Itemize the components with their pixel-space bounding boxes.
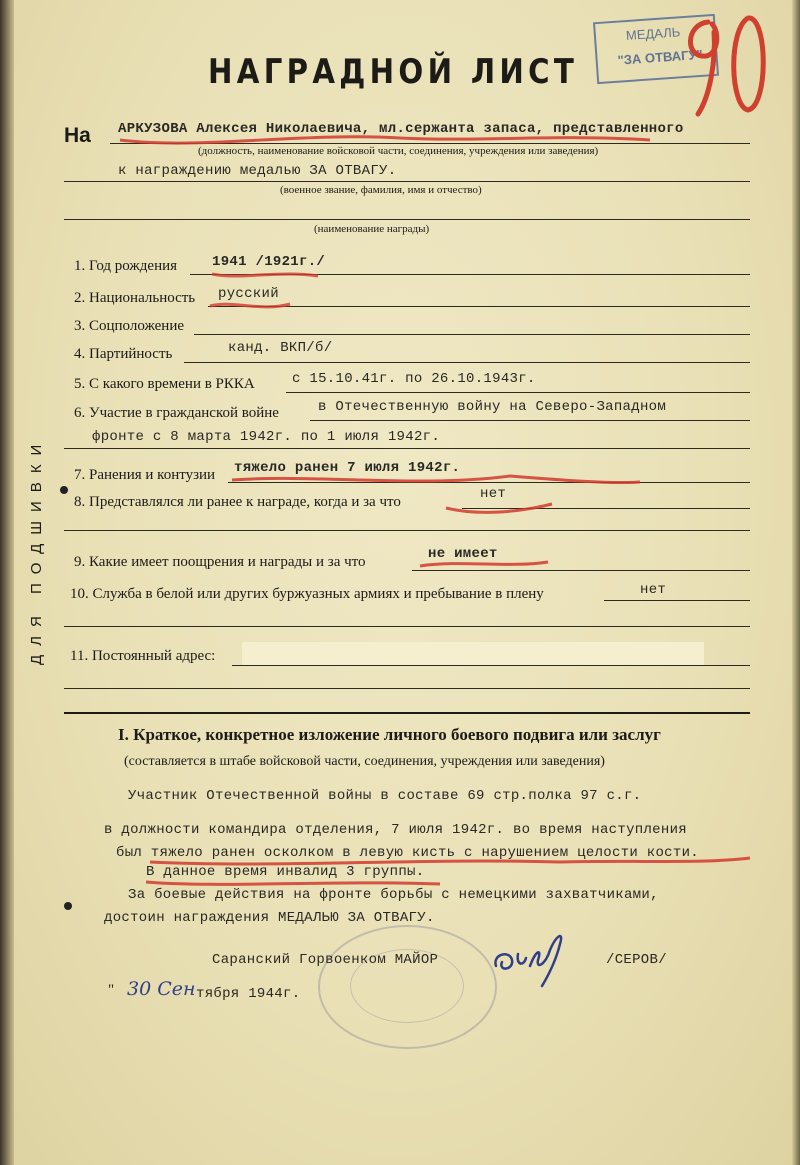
narrative-line-1: Участник Отечественной войны в составе 69 стр.полка 97 с.г. bbox=[128, 788, 642, 804]
stamp-line-2: "ЗА ОТВАГУ" bbox=[617, 46, 704, 68]
line bbox=[64, 688, 750, 689]
field-value-nationality: русский bbox=[218, 286, 279, 302]
name-line: АРКУЗОВА Алексея Николаевича, мл.сержанта запаса, представленного bbox=[118, 121, 684, 137]
line bbox=[412, 570, 750, 571]
line bbox=[232, 665, 750, 666]
signer-name: /СЕРОВ/ bbox=[606, 952, 667, 968]
hint-name: (военное звание, фамилия, имя и отчество) bbox=[280, 184, 482, 196]
narrative-line-2: в должности командира отделения, 7 июля 1942г. во время наступления bbox=[104, 822, 687, 838]
paper-left-edge bbox=[0, 0, 14, 1165]
field-label-honors: 9. Какие имеет поощрения и награды и за что bbox=[74, 554, 366, 570]
paper-right-edge bbox=[792, 0, 800, 1165]
na-label: На bbox=[64, 124, 91, 147]
field-value-rkka: с 15.10.41г. по 26.10.1943г. bbox=[292, 371, 536, 387]
line bbox=[64, 181, 750, 182]
section-subheading: (составляется в штабе войсковой части, соединения, учреждения или заведения) bbox=[124, 754, 605, 769]
date-quote: " bbox=[108, 982, 115, 998]
address-redaction bbox=[242, 642, 704, 666]
field-value-party: канд. ВКП/б/ bbox=[228, 340, 333, 356]
field-value-honors: не имеет bbox=[428, 546, 498, 562]
side-binding-text: ДЛЯ ПОДШИВКИ bbox=[28, 435, 45, 665]
line bbox=[110, 143, 750, 144]
line bbox=[194, 334, 750, 335]
line bbox=[64, 448, 750, 449]
line bbox=[64, 626, 750, 627]
date-handwritten: 30 Сен bbox=[127, 978, 196, 1000]
punch-hole bbox=[60, 486, 68, 494]
pencil-number-90 bbox=[668, 10, 778, 120]
field-label-nationality: 2. Национальность bbox=[74, 290, 196, 306]
field-value-wounds: тяжело ранен 7 июля 1942г. bbox=[234, 460, 461, 476]
field-label-party: 4. Партийность bbox=[74, 346, 173, 362]
field-label-rkka: 5. С какого времени в РККА bbox=[74, 376, 255, 392]
line bbox=[604, 600, 750, 601]
hint-award: (наименование награды) bbox=[314, 223, 430, 235]
field-label-address: 11. Постоянный адрес: bbox=[70, 648, 216, 664]
narrative-line-3: был тяжело ранен осколком в левую кисть с нарушением целости кости. bbox=[116, 845, 699, 861]
section-divider bbox=[64, 712, 750, 714]
line bbox=[64, 219, 750, 220]
narrative-line-6: достоин награждения МЕДАЛЬЮ ЗА ОТВАГУ. bbox=[104, 910, 435, 926]
field-label-social: 3. Соцположение bbox=[74, 318, 185, 334]
line bbox=[228, 482, 750, 483]
award-line: к награждению медалью ЗА ОТВАГУ. bbox=[118, 163, 397, 179]
punch-hole bbox=[64, 902, 72, 910]
date-typed: тября 1944г. bbox=[196, 986, 301, 1002]
field-value-civil-war-2: фронте с 8 марта 1942г. по 1 июля 1942г. bbox=[92, 429, 441, 445]
field-value-white-army: нет bbox=[640, 582, 667, 598]
signature-title: Саранский Горвоенком МАЙОР bbox=[212, 952, 439, 968]
page-title: НАГРАДНОЙ ЛИСТ bbox=[208, 52, 579, 92]
field-label-wounds: 7. Ранения и контузии bbox=[74, 467, 216, 483]
line bbox=[208, 306, 750, 307]
line bbox=[310, 420, 750, 421]
line bbox=[286, 392, 750, 393]
field-label-birth-year: 1. Год рождения bbox=[74, 258, 178, 274]
narrative-line-5: За боевые действия на фронте борьбы с немецкими захватчиками, bbox=[128, 887, 659, 903]
line bbox=[190, 274, 750, 275]
narrative-line-4: В данное время инвалид 3 группы. bbox=[146, 864, 425, 880]
line bbox=[184, 362, 750, 363]
field-label-civil-war: 6. Участие в гражданской войне bbox=[74, 405, 279, 421]
field-label-prev-award: 8. Представлялся ли ранее к награде, когда и за что bbox=[74, 494, 401, 510]
field-label-white-army: 10. Служба в белой или других буржуазных армиях и пребывание в плену bbox=[70, 586, 544, 602]
round-seal bbox=[318, 925, 497, 1049]
field-value-birth-year: 1941 /1921г./ bbox=[212, 254, 326, 270]
hint-position: (должность, наименование войсковой части, соединения, учреждения или заведения) bbox=[198, 145, 599, 157]
field-value-prev-award: нет bbox=[480, 486, 507, 502]
stamp-line-1: МЕДАЛЬ bbox=[625, 24, 681, 44]
field-value-civil-war-1: в Отечественную войну на Северо-Западном bbox=[318, 399, 667, 415]
line bbox=[462, 508, 750, 509]
handwritten-signature bbox=[490, 930, 590, 990]
section-heading: I. Краткое, конкретное изложение личного боевого подвига или заслуг bbox=[118, 725, 661, 744]
line bbox=[64, 530, 750, 531]
